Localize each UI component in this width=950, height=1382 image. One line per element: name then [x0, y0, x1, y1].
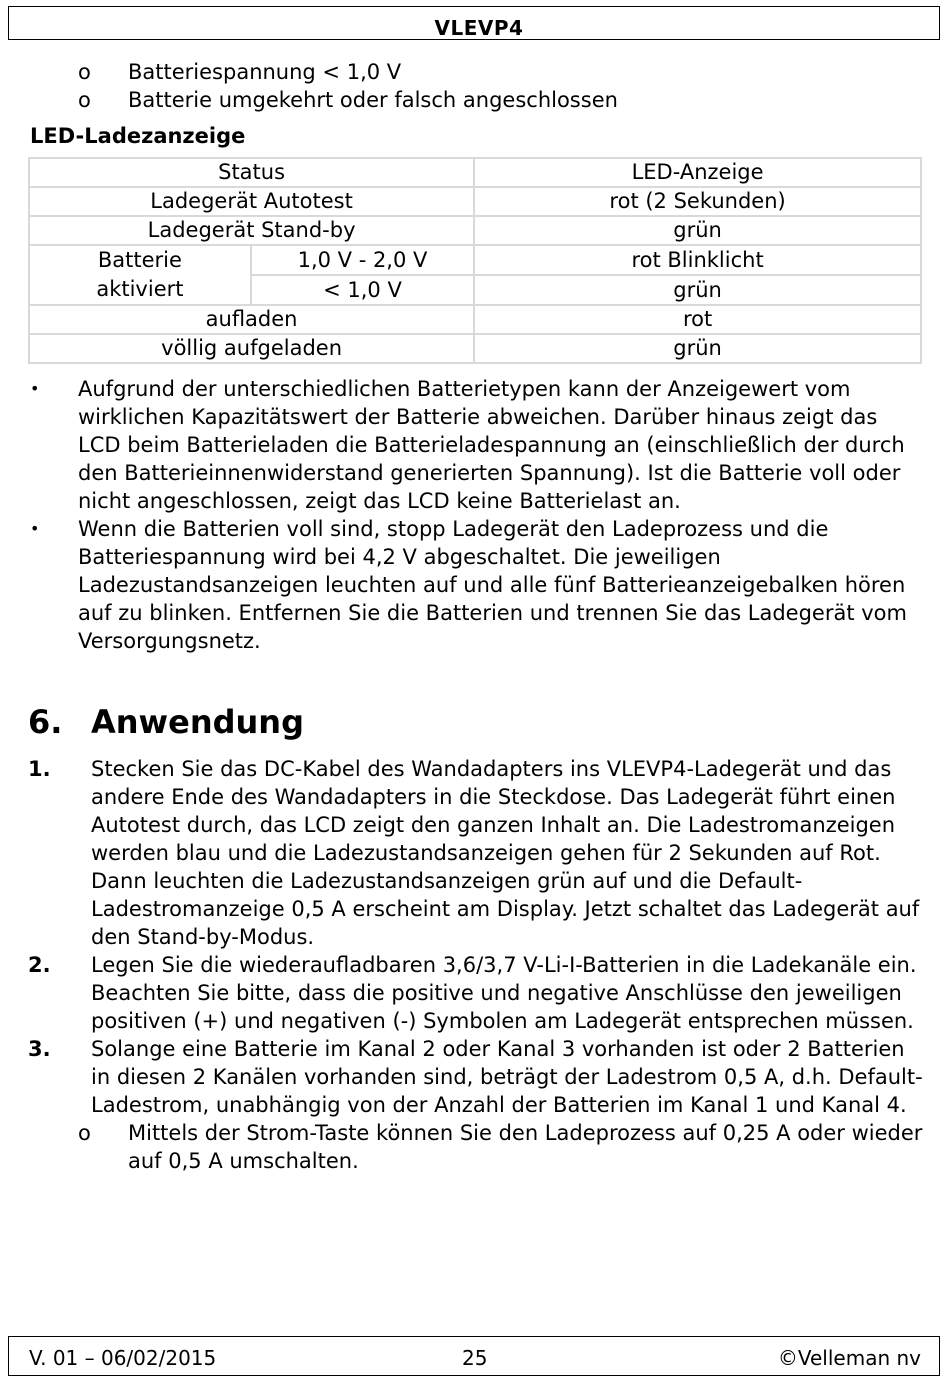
sub-list: [78, 1119, 928, 1175]
list-item: o Batterie umgekehrt oder falsch angeschlossen: [78, 88, 618, 112]
row-status: 1,0 V - 2,0 V: [251, 245, 474, 275]
header-status: Status: [29, 158, 474, 187]
step-item: 2. Legen Sie die wiederaufladbaren 3,6/3,7 V-Li-I-Batterien in die Ladekanäle ein. Beachten Sie bitte, dass die positive und negative Anschlüsse den jeweiligen positiven (+) und negativen (-) Symbolen am Ladegerät entsprechen müssen.: [28, 953, 917, 1033]
step-number: 3.: [28, 1037, 51, 1061]
row-led: grün: [474, 275, 921, 305]
table-row: [29, 216, 921, 245]
page-footer: [8, 1336, 940, 1376]
footer-copyright: ©Velleman nv: [777, 1346, 921, 1370]
footer-version: V. 01 – 06/02/2015: [29, 1346, 217, 1370]
list-item: o Mittels der Strom-Taste können Sie den Ladeprozess auf 0,25 A oder wieder auf 0,5 A umschalten.: [78, 1121, 923, 1173]
list-item: • Aufgrund der unterschiedlichen Batterietypen kann der Anzeigewert vom wirklichen Kapazitätswert der Batterie abweichen. Darüber hinaus zeigt das LCD beim Batterieladen die Batterieladespannung an (einschließlich der durch den Batterieinnenwiderstand generierten Spannung). Ist die Batterie voll oder nicht angeschlossen, zeigt das LCD keine Batterielast an.: [30, 377, 905, 513]
led-section-title: LED-Ladezanzeige: [30, 124, 246, 148]
sub-list: [78, 58, 618, 114]
list-item: o Batteriespannung < 1,0 V: [78, 60, 402, 84]
row-status: völlig aufgeladen: [29, 334, 474, 363]
page-header: [8, 6, 940, 40]
row-group-label: Batterie aktiviert: [29, 245, 251, 305]
row-status: Ladegerät Autotest: [29, 187, 474, 216]
table-header-row: [29, 158, 921, 187]
section-number: 6.: [28, 703, 63, 741]
circle-bullet-icon: o: [78, 60, 91, 84]
bullet-icon: •: [30, 519, 40, 538]
step-number: 2.: [28, 953, 51, 977]
section-heading: Anwendung: [91, 703, 304, 741]
bullet-list: [22, 375, 922, 655]
row-led: rot: [474, 305, 921, 334]
row-led: grün: [474, 334, 921, 363]
section-title: [28, 703, 304, 741]
row-status: < 1,0 V: [251, 275, 474, 305]
led-table: [28, 157, 922, 364]
row-led: rot Blinklicht: [474, 245, 921, 275]
step-item: 1. Stecken Sie das DC-Kabel des Wandadapters ins VLEVP4-Ladegerät und das andere Ende des Wandadapters in die Steckdose. Das Ladegerät führt einen Autotest durch, das LCD zeigt den ganzen Inhalt an. Die Ladestromanzeigen werden blau und die Ladezustandsanzeigen gehen für 2 Sekunden auf Rot. Dann leuchten die Ladezustandsanzeigen grün auf und die Default-Ladestromanzeige 0,5 A erscheint am Display. Jetzt schaltet das Ladegerät auf den Stand-by-Modus.: [28, 757, 920, 949]
footer-page-number: 25: [462, 1346, 488, 1370]
step-item: 3. Solange eine Batterie im Kanal 2 oder Kanal 3 vorhanden ist oder 2 Batterien in diesen 2 Kanälen vorhanden sind, beträgt der Ladestrom 0,5 A, d.h. Default-Ladestrom, unabhängig von der Anzahl der Batterien im Kanal 1 und Kanal 4. o Mittels der Strom-Taste können Sie den Ladeprozess auf 0,25 A oder wieder auf 0,5 A umschalten.: [28, 1035, 928, 1175]
table-row: [29, 305, 921, 334]
row-status: Ladegerät Stand-by: [29, 216, 474, 245]
row-status: aufladen: [29, 305, 474, 334]
row-led: rot (2 Sekunden): [474, 187, 921, 216]
row-led: grün: [474, 216, 921, 245]
table-row: [29, 334, 921, 363]
table-row: [29, 187, 921, 216]
header-title: VLEVP4: [434, 16, 524, 40]
bullet-icon: •: [30, 379, 40, 398]
steps-list: [28, 755, 928, 1175]
list-item: • Wenn die Batterien voll sind, stopp Ladegerät den Ladeprozess und die Batteriespannung wird bei 4,2 V abgeschaltet. Die jeweiligen Ladezustandsanzeigen leuchten auf und alle fünf Batterieanzeigebalken hören auf zu blinken. Entfernen Sie die Batterien und trennen Sie das Ladegerät vom Versorgungsnetz.: [30, 517, 907, 653]
circle-bullet-icon: o: [78, 88, 91, 112]
header-led: LED-Anzeige: [474, 158, 921, 187]
table-row: [29, 245, 921, 275]
step-number: 1.: [28, 757, 51, 781]
circle-bullet-icon: o: [78, 1121, 91, 1145]
